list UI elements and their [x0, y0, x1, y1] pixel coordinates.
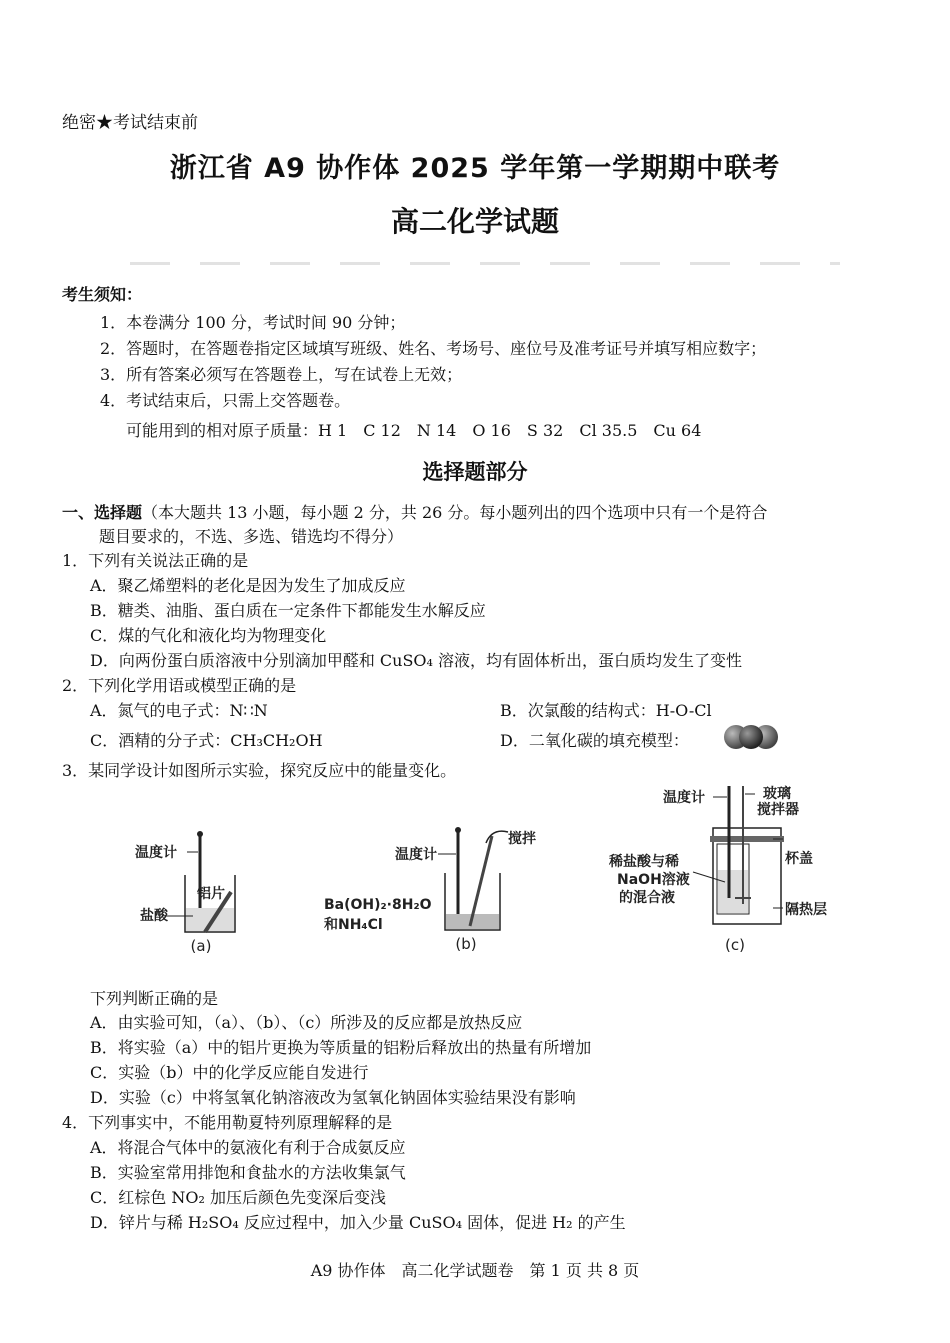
fig-a-caption: (a)	[190, 937, 212, 955]
notice-item: 1．本卷满分 100 分，考试时间 90 分钟；	[100, 313, 406, 332]
fig-c-label: 的混合液	[619, 890, 675, 906]
fig-c-label: NaOH溶液	[617, 872, 690, 888]
q3-option-d: D．实验（c）中将氢氧化钠溶液改为氢氧化钠固体实验结果没有影响	[90, 1088, 576, 1107]
q2-option-c: C．酒精的分子式：CH₃CH₂OH	[90, 731, 323, 750]
exam-subtitle: 高二化学试题	[390, 205, 559, 238]
section-title: 选择题部分	[422, 460, 528, 484]
fig-a-label: 铝片	[197, 886, 225, 902]
q3-option-b: B．将实验（a）中的铝片更换为等质量的铝粉后释放出的热量有所增加	[90, 1038, 592, 1057]
fig-c-label: 温度计	[663, 790, 705, 806]
q1-option-c: C．煤的气化和液化均为物理变化	[90, 626, 327, 645]
q4-option-d: D．锌片与稀 H₂SO₄ 反应过程中，加入少量 CuSO₄ 固体，促进 H₂ 的产生	[90, 1213, 626, 1232]
notice-item: 3．所有答案必须写在答题卷上，写在试卷上无效；	[100, 365, 463, 384]
fig-c-label: 稀盐酸与稀	[609, 854, 679, 870]
question-4-stem: 4．下列事实中，不能用勒夏特列原理解释的是	[62, 1113, 393, 1132]
experiment-figure-a	[135, 820, 265, 960]
secret-mark: 绝密★考试结束前	[62, 113, 198, 133]
fig-b-label: 和NH₄Cl	[324, 917, 383, 933]
notice-item: 4．考试结束后，只需上交答题卷。	[100, 391, 351, 410]
fig-c-label: 搅拌器	[757, 802, 799, 818]
fig-b-label: 搅拌	[508, 831, 536, 847]
q2-option-b: B．次氯酸的结构式：H-O-Cl	[500, 701, 712, 720]
q1-option-b: B．糖类、油脂、蛋白质在一定条件下都能发生水解反应	[90, 601, 486, 620]
q2-option-d: D．二氧化碳的填充模型：	[500, 731, 689, 750]
question-3-stem: 3．某同学设计如图所示实验，探究反应中的能量变化。	[62, 761, 457, 780]
co2-space-filling-model	[722, 720, 782, 754]
q4-option-c: C．红棕色 NO₂ 加压后颜色先变深后变浅	[90, 1188, 386, 1207]
fig-a-label: 盐酸	[140, 908, 168, 924]
part1-intro	[62, 500, 767, 523]
fig-c-label: 杯盖	[785, 851, 813, 867]
fig-c-caption: (c)	[725, 936, 745, 954]
fig-c-label: 隔热层	[785, 902, 827, 918]
fig-a-label: 温度计	[135, 845, 177, 861]
q2-option-a: A．氮气的电子式：N∷N	[90, 701, 268, 720]
experiment-figure-c	[605, 780, 835, 960]
fig-b-label: 温度计	[395, 847, 437, 863]
notice-item: 2．答题时，在答题卷指定区域填写班级、姓名、考场号、座位号及准考证号并填写相应数字；	[100, 339, 767, 358]
question-2-stem: 2．下列化学用语或模型正确的是	[62, 676, 297, 695]
q3-option-a: A．由实验可知，（a）、（b）、（c）所涉及的反应都是放热反应	[90, 1013, 523, 1032]
q3-lead: 下列判断正确的是	[90, 989, 219, 1008]
q4-option-a: A．将混合气体中的氨液化有利于合成氨反应	[90, 1138, 406, 1157]
part1-label: 一、选择题	[62, 503, 143, 522]
q3-option-c: C．实验（b）中的化学反应能自发进行	[90, 1063, 369, 1082]
fig-b-caption: (b)	[455, 935, 477, 953]
scan-artifact	[130, 262, 840, 265]
stirring-rod-icon	[470, 836, 492, 926]
exam-title: 浙江省 A9 协作体 2025 学年第一学期期中联考	[169, 153, 781, 184]
q1-option-d: D．向两份蛋白质溶液中分别滴加甲醛和 CuSO₄ 溶液，均有固体析出，蛋白质均发生了变性	[90, 651, 743, 670]
experiment-figure-b	[320, 818, 550, 960]
fig-c-label: 玻璃	[763, 786, 791, 802]
part1-desc: （本大题共 13 小题，每小题 2 分，共 26 分。每小题列出的四个选项中只有一个是符合	[142, 503, 768, 522]
cup-lid-icon	[710, 836, 784, 842]
q1-option-a: A．聚乙烯塑料的老化是因为发生了加成反应	[90, 576, 406, 595]
fig-b-label: Ba(OH)₂·8H₂O	[324, 897, 432, 913]
question-1-stem: 1．下列有关说法正确的是	[62, 551, 249, 570]
page-footer: A9 协作体 高二化学试题卷 第 1 页 共 8 页	[310, 1261, 640, 1280]
atomic-masses: 可能用到的相对原子质量：H 1 C 12 N 14 O 16 S 32 Cl 35.5 Cu 64	[126, 421, 702, 440]
co2-carbon-atom	[739, 725, 763, 749]
part1-desc-cont: 题目要求的，不选、多选、错选均不得分）	[99, 527, 404, 546]
q4-option-b: B．实验室常用排饱和食盐水的方法收集氯气	[90, 1163, 406, 1182]
notice-heading: 考生须知：	[62, 285, 143, 304]
